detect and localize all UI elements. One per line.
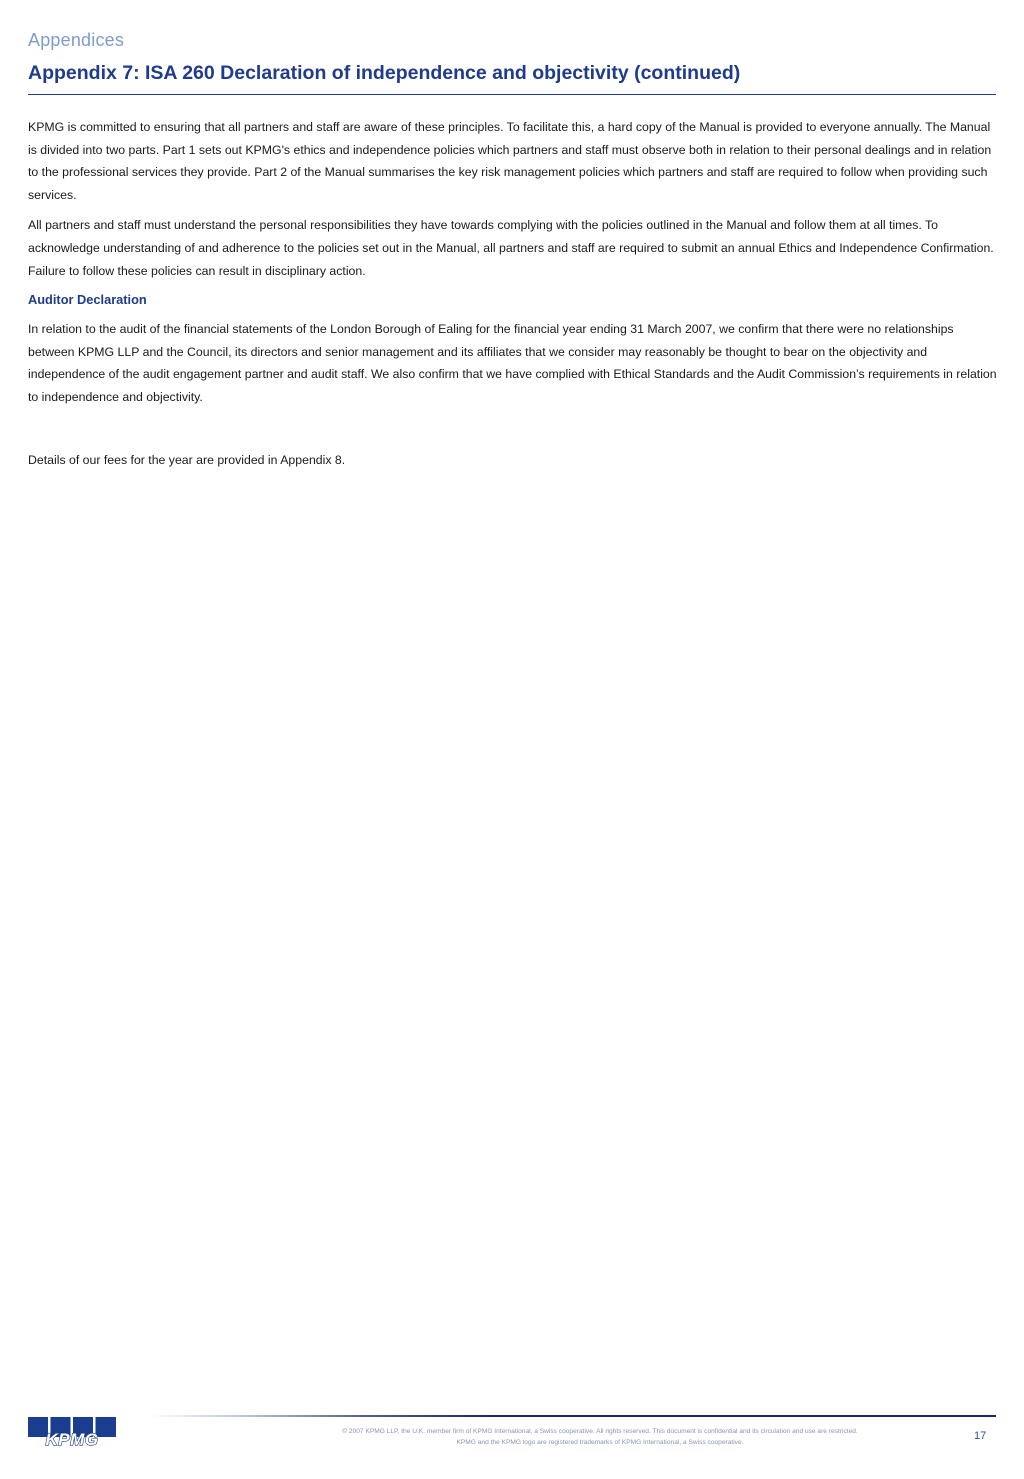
kpmg-logo xyxy=(28,1417,116,1447)
section-label: Appendices xyxy=(28,30,125,50)
paragraph-responsibilities: All partners and staff must understand the personal responsibilities they have towards complying with the policies outlined in the Manual and follow them at all times. To acknowledge understanding of and adherence to the policies set out in the Manual, all partners and staff are required to submit an annual Ethics and Independence Confirmation. Failure to follow these policies can result in disciplinary action. xyxy=(28,218,994,278)
copyright-line-1: © 2007 KPMG LLP, the U.K. member firm of KPMG International, a Swiss cooperative. All rights reserved. This document is confidential and its circulation and use are restricted. xyxy=(342,1428,858,1435)
footer-copyright xyxy=(250,1426,950,1448)
page-number: 17 xyxy=(974,1430,987,1442)
page-title: Appendix 7: ISA 260 Declaration of independence and objectivity (continued) xyxy=(28,62,741,84)
document-body xyxy=(28,116,998,479)
title-divider xyxy=(28,94,996,95)
paragraph-declaration: In relation to the audit of the financial statements of the London Borough of Ealing for the financial year ending 31 March 2007, we confirm that there were no relationships between KPMG LLP and the Council, its directors and senior management and its affiliates that we consider may reasonably be thought to bear on the objectivity and independence of the audit engagement partner and audit staff. We also confirm that we have complied with Ethical Standards and the Audit Commission’s requirements in relation to independence and objectivity. xyxy=(28,322,997,404)
auditor-declaration-heading: Auditor Declaration xyxy=(28,292,147,308)
copyright-line-2: KPMG and the KPMG logo are registered trademarks of KPMG International, a Swiss cooperative. xyxy=(456,1439,744,1446)
logo-wordmark: KPMG xyxy=(45,1430,99,1447)
paragraph-manual: KPMG is committed to ensuring that all partners and staff are aware of these principles. To facilitate this, a hard copy of the Manual is provided to everyone annually. The Manual is divided into two parts. Part 1 sets out KPMG's ethics and independence policies which partners and staff must observe both in relation to their personal dealings and in relation to the professional services they provide. Part 2 of the Manual summarises the key risk management policies which partners and staff are required to follow when providing such services. xyxy=(28,120,992,202)
paragraph-fees: Details of our fees for the year are provided in Appendix 8. xyxy=(28,452,346,467)
footer-divider xyxy=(150,1415,996,1417)
